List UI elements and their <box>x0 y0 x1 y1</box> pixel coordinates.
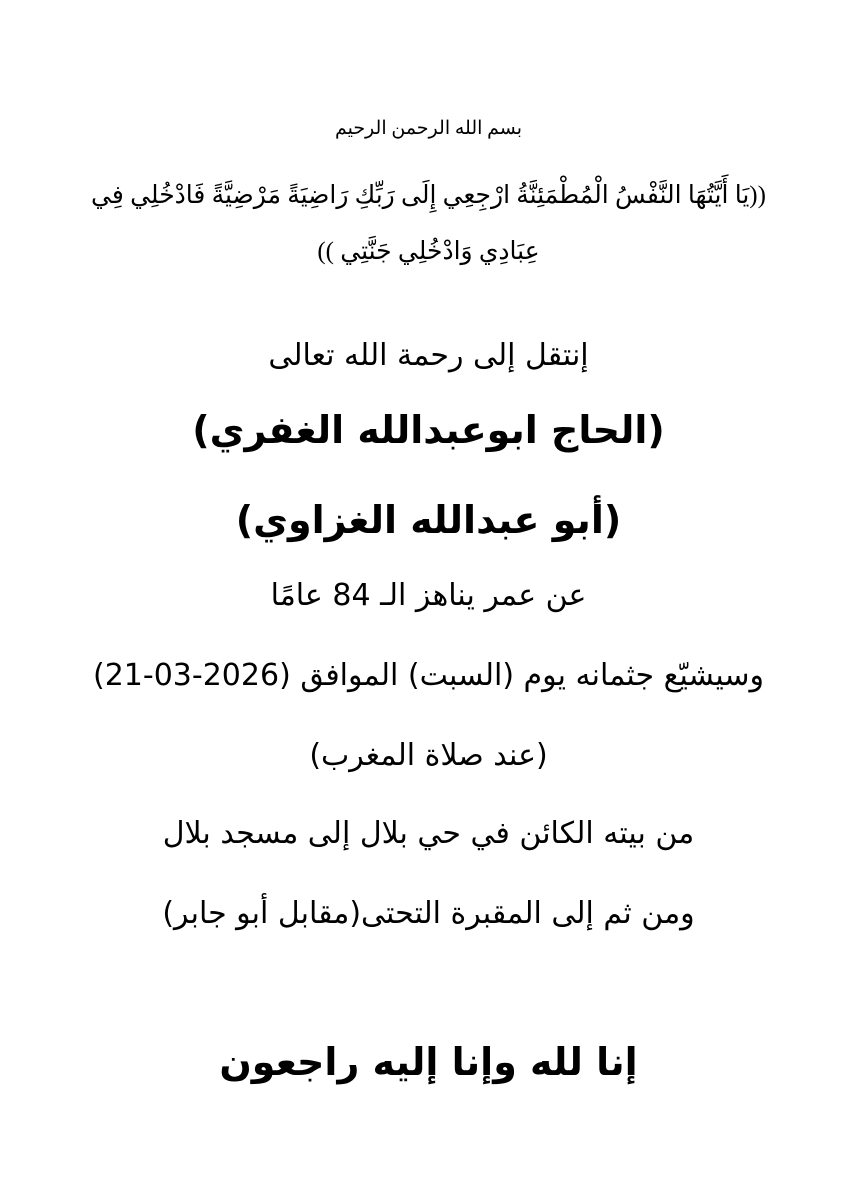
funeral-date-line: وسيشيّع جثمانه يوم (السبت) الموافق (2026-03-21) <box>92 658 765 693</box>
deceased-name: (الحاج ابوعبدالله الغفري) <box>192 408 665 452</box>
prayer-time-line: (عند صلاة المغرب) <box>309 738 548 773</box>
closing-phrase: إنا لله وإنا إليه راجعون <box>219 1040 638 1084</box>
age-line: عن عمر يناهز الـ 84 عامًا <box>270 578 587 613</box>
basmala: بسم الله الرحمن الرحيم <box>334 118 523 139</box>
announcement: إنتقل إلى رحمة الله تعالى <box>268 338 589 373</box>
route-line-1: من بيته الكائن في حي بلال إلى مسجد بلال <box>162 816 695 851</box>
quran-verse-line-1: ((يَا أَيَّتُهَا النَّفْسُ الْمُطْمَئِنَّةُ ارْجِعِي إِلَى رَبِّكِ رَاضِيَةً مَرْضِيَّةً فَادْخُلِي فِي <box>91 182 766 209</box>
deceased-kunya: (أبو عبدالله الغزاوي) <box>235 498 622 542</box>
quran-verse-line-2: عِبَادِي وَادْخُلِي جَنَّتِي )) <box>317 238 540 265</box>
route-line-2: ومن ثم إلى المقبرة التحتى(مقابل أبو جابر) <box>162 896 695 931</box>
